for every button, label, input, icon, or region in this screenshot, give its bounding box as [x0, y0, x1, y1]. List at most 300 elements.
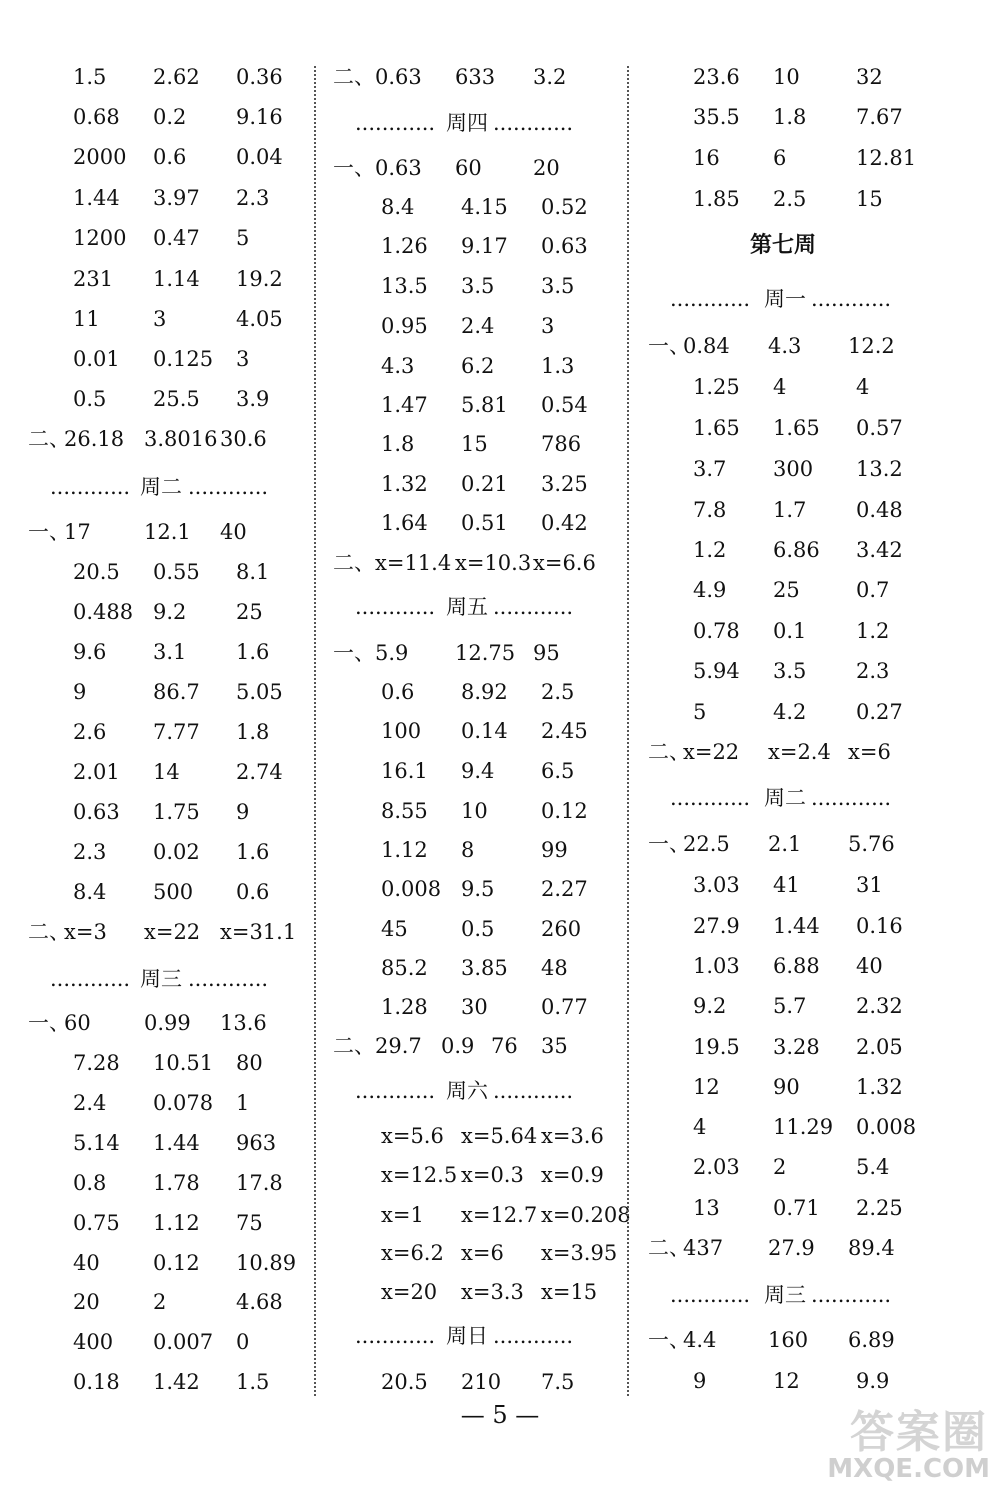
- answer-row: [333, 677, 623, 707]
- answer-value: 2.3: [73, 840, 107, 864]
- question-number: 一、: [648, 1328, 690, 1352]
- answer-row: [648, 911, 918, 941]
- day-header: [648, 1280, 918, 1310]
- answer-row: [333, 508, 623, 538]
- day-label: 周三: [764, 1283, 806, 1307]
- answer-value: 0.008: [856, 1115, 917, 1139]
- answer-value: 1.85: [693, 187, 740, 211]
- question-number: 一、: [333, 156, 375, 180]
- answer-value: 40: [856, 954, 883, 978]
- answer-value: 1.2: [856, 619, 890, 643]
- watermark-logo: [804, 1394, 994, 1494]
- answer-value: x=0.208: [541, 1203, 631, 1227]
- answer-row: [648, 737, 918, 767]
- answer-row: [648, 575, 918, 605]
- answer-value: 0.5: [73, 387, 107, 411]
- answer-row: [28, 557, 308, 587]
- answer-value: 13.2: [856, 457, 903, 481]
- answer-row: [28, 1088, 308, 1118]
- answer-value: 6.88: [773, 954, 820, 978]
- answer-value: 3.97: [153, 186, 200, 210]
- answer-value: x=20: [381, 1280, 438, 1304]
- column-divider-right: [627, 66, 629, 1396]
- answer-value: 2.4: [461, 314, 495, 338]
- answer-row: [333, 1121, 623, 1151]
- answer-value: 9.2: [693, 994, 727, 1018]
- answer-row: [28, 1008, 308, 1038]
- answer-value: 0.63: [73, 800, 120, 824]
- answer-value: 3.9: [236, 387, 270, 411]
- answer-value: x=2.4: [768, 740, 831, 764]
- answer-value: 1.78: [153, 1171, 200, 1195]
- answer-value: 6.5: [541, 759, 575, 783]
- answer-row: [28, 344, 308, 374]
- answer-row: [333, 914, 623, 944]
- answer-value: 48: [541, 956, 568, 980]
- answer-value: 0.84: [683, 334, 730, 358]
- answer-value: 0.48: [856, 498, 903, 522]
- answer-row: [28, 264, 308, 294]
- answer-value: 210: [461, 1370, 502, 1394]
- leader-dots: ............: [50, 967, 131, 991]
- answer-value: 2.01: [73, 760, 120, 784]
- answer-value: 85.2: [381, 956, 428, 980]
- leader-dots: ............: [188, 475, 269, 499]
- answer-value: 17: [64, 520, 91, 544]
- answer-value: 4: [773, 375, 787, 399]
- day-header: [333, 592, 623, 622]
- day-header: [648, 284, 918, 314]
- answer-value: 2.3: [236, 186, 270, 210]
- answer-value: 6.2: [461, 354, 495, 378]
- answer-row: [648, 331, 918, 361]
- answer-value: 5.9: [375, 641, 409, 665]
- answer-row: [333, 469, 623, 499]
- leader-dots: ............: [670, 786, 751, 810]
- answer-value: 0.63: [375, 65, 422, 89]
- answer-value: x=5.64: [461, 1124, 538, 1148]
- day-label: 周一: [764, 287, 806, 311]
- answer-value: 4.2: [773, 700, 807, 724]
- answer-value: 0.63: [541, 234, 588, 258]
- answer-value: 2.5: [773, 187, 807, 211]
- answer-value: 32: [856, 65, 883, 89]
- answer-value: 2.4: [73, 1091, 107, 1115]
- answer-value: 2.6: [73, 720, 107, 744]
- answer-value: 6.89: [848, 1328, 895, 1352]
- answer-row: [648, 372, 918, 402]
- answer-value: 15: [461, 432, 488, 456]
- answer-value: 1.8: [236, 720, 270, 744]
- answer-value: 1.75: [153, 800, 200, 824]
- answer-row: [648, 656, 918, 686]
- answer-row: [333, 796, 623, 826]
- answer-value: 0.5: [461, 917, 495, 941]
- answer-value: 5.7: [773, 994, 807, 1018]
- day-label: 周四: [446, 111, 488, 135]
- answer-value: 100: [381, 719, 422, 743]
- answer-value: 4.68: [236, 1290, 283, 1314]
- answer-value: 3: [153, 307, 167, 331]
- answer-value: 5.05: [236, 680, 283, 704]
- answer-value: 1.14: [153, 267, 200, 291]
- week-title: 第七周: [750, 233, 817, 258]
- day-header: [28, 472, 308, 502]
- answer-row: [28, 384, 308, 414]
- answer-value: 20.5: [381, 1370, 428, 1394]
- answer-value: 2000: [73, 145, 127, 169]
- answer-value: 633: [455, 65, 496, 89]
- answer-value: 22.5: [683, 832, 730, 856]
- answer-value: 0.54: [541, 393, 588, 417]
- answer-value: 4.3: [768, 334, 802, 358]
- answer-row: [28, 142, 308, 172]
- answer-value: 0.007: [153, 1330, 214, 1354]
- leader-dots: ............: [493, 1324, 574, 1348]
- answer-value: 0.488: [73, 600, 134, 624]
- answer-value: 26.18: [64, 427, 125, 451]
- answer-value: 16: [693, 146, 720, 170]
- answer-value: 0.52: [541, 195, 588, 219]
- answer-row: [28, 717, 308, 747]
- page-number: — 5 —: [460, 1401, 540, 1429]
- answer-value: 0.21: [461, 472, 508, 496]
- answer-value: 963: [236, 1131, 277, 1155]
- answer-value: 1.25: [693, 375, 740, 399]
- answer-value: x=3.6: [541, 1124, 604, 1148]
- leader-dots: ............: [50, 475, 131, 499]
- answer-value: 0.18: [73, 1370, 120, 1394]
- question-number: 二、: [28, 920, 70, 944]
- question-number: 一、: [648, 832, 690, 856]
- answer-row: [648, 697, 918, 727]
- answer-row: [28, 102, 308, 132]
- answer-value: 13: [693, 1196, 720, 1220]
- answer-value: 5.76: [848, 832, 895, 856]
- answer-value: 0.42: [541, 511, 588, 535]
- answer-row: [333, 756, 623, 786]
- answer-value: 12.75: [455, 641, 516, 665]
- question-number: 二、: [333, 65, 375, 89]
- answer-value: 9.2: [153, 600, 187, 624]
- answer-row: [648, 1366, 918, 1396]
- answer-value: 9: [73, 680, 87, 704]
- answer-value: 35: [541, 1034, 568, 1058]
- answer-value: 2.3: [856, 659, 890, 683]
- answer-value: 0.02: [153, 840, 200, 864]
- answer-value: 1.3: [541, 354, 575, 378]
- answer-row: [28, 797, 308, 827]
- answer-row: [648, 1193, 918, 1223]
- answer-value: 4.9: [693, 578, 727, 602]
- answer-value: 9.17: [461, 234, 508, 258]
- answer-value: 0.16: [856, 914, 903, 938]
- answer-value: 0.12: [153, 1251, 200, 1275]
- answer-value: 2: [153, 1290, 167, 1314]
- answer-row: [28, 1208, 308, 1238]
- answer-value: 40: [220, 520, 247, 544]
- answer-value: 19.5: [693, 1035, 740, 1059]
- column-divider-left: [314, 66, 316, 1396]
- answer-value: 12.2: [848, 334, 895, 358]
- answer-value: 3.5: [541, 274, 575, 298]
- leader-dots: ............: [355, 111, 436, 135]
- answer-value: 1.5: [236, 1370, 270, 1394]
- answer-value: 300: [773, 457, 814, 481]
- answer-value: 0.125: [153, 347, 214, 371]
- answer-value: 2.32: [856, 994, 903, 1018]
- answer-value: 8.4: [73, 880, 107, 904]
- watermark-url: MXQE.COM: [827, 1454, 990, 1484]
- answer-row: [648, 62, 918, 92]
- answer-row: [333, 351, 623, 381]
- answer-row: [333, 231, 623, 261]
- question-number: 二、: [28, 427, 70, 451]
- answer-value: 1.32: [856, 1075, 903, 1099]
- answer-value: 7.77: [153, 720, 200, 744]
- answer-value: 10.51: [153, 1051, 214, 1075]
- answer-value: 2.74: [236, 760, 283, 784]
- answer-row: [333, 992, 623, 1022]
- answer-value: 3.85: [461, 956, 508, 980]
- answer-value: 9.4: [461, 759, 495, 783]
- answer-value: 6: [773, 146, 787, 170]
- answer-value: 0.04: [236, 145, 283, 169]
- answer-value: 4: [693, 1115, 707, 1139]
- answer-value: x=10.3: [455, 551, 532, 575]
- day-label: 周五: [446, 595, 488, 619]
- answer-value: 3: [236, 347, 250, 371]
- answer-row: [648, 829, 918, 859]
- leader-dots: ............: [670, 1283, 751, 1307]
- answer-value: 260: [541, 917, 582, 941]
- answer-value: 20: [533, 156, 560, 180]
- answer-value: 231: [73, 267, 114, 291]
- answer-row: [333, 638, 623, 668]
- answer-value: 0.77: [541, 995, 588, 1019]
- answer-value: 1.64: [381, 511, 428, 535]
- answer-value: 1.44: [73, 186, 120, 210]
- answer-value: 7.28: [73, 1051, 120, 1075]
- leader-dots: ............: [355, 595, 436, 619]
- answer-row: [648, 454, 918, 484]
- answer-row: [333, 953, 623, 983]
- answer-value: 0.12: [541, 799, 588, 823]
- answer-value: 45: [381, 917, 408, 941]
- answer-value: 0.57: [856, 416, 903, 440]
- leader-dots: ............: [355, 1324, 436, 1348]
- answer-value: 99: [541, 838, 568, 862]
- answer-value: x=3.95: [541, 1241, 618, 1265]
- answer-value: 16.1: [381, 759, 428, 783]
- answer-value: x=0.9: [541, 1163, 604, 1187]
- answer-value: 9.6: [73, 640, 107, 664]
- answer-value: 5.4: [856, 1155, 890, 1179]
- answer-value: x=6: [848, 740, 891, 764]
- answer-row: [28, 837, 308, 867]
- answer-value: 27.9: [693, 914, 740, 938]
- answer-row: [648, 413, 918, 443]
- answer-value: 0.51: [461, 511, 508, 535]
- answer-row: [28, 1287, 308, 1317]
- answer-value: 7.5: [541, 1370, 575, 1394]
- answer-value: 0.68: [73, 105, 120, 129]
- answer-row: [648, 870, 918, 900]
- answer-row: [648, 991, 918, 1021]
- answer-value: 1.42: [153, 1370, 200, 1394]
- answer-row: [333, 1031, 623, 1061]
- answer-row: [333, 153, 623, 183]
- answer-value: 2.1: [768, 832, 802, 856]
- question-number: 二、: [648, 1236, 690, 1260]
- answer-value: 500: [153, 880, 194, 904]
- answer-value: x=12.7: [461, 1203, 538, 1227]
- answer-value: 0.8: [73, 1171, 107, 1195]
- answer-value: 4.05: [236, 307, 283, 331]
- question-number: 二、: [333, 551, 375, 575]
- answer-value: 10: [461, 799, 488, 823]
- answer-value: 2.45: [541, 719, 588, 743]
- answer-value: 6.86: [773, 538, 820, 562]
- answer-row: [28, 424, 308, 454]
- answer-row: [28, 517, 308, 547]
- day-label: 周六: [446, 1079, 488, 1103]
- answer-value: 0.01: [73, 347, 120, 371]
- answer-row: [648, 1325, 918, 1355]
- day-header: [648, 783, 918, 813]
- answer-value: 400: [73, 1330, 114, 1354]
- answer-value: 0.55: [153, 560, 200, 584]
- answer-row: [28, 1248, 308, 1278]
- answer-value: 29.7: [375, 1034, 422, 1058]
- answer-row: [28, 1048, 308, 1078]
- answer-row: [333, 874, 623, 904]
- answer-value: 0.008: [381, 877, 442, 901]
- day-label: 周日: [446, 1324, 488, 1348]
- answer-row: [648, 535, 918, 565]
- answer-row: [28, 917, 308, 947]
- answer-value: 12: [693, 1075, 720, 1099]
- answer-value: 25: [236, 600, 263, 624]
- answer-row: [333, 62, 623, 92]
- answer-value: 12.1: [144, 520, 191, 544]
- leader-dots: ............: [811, 1283, 892, 1307]
- answer-value: 80: [236, 1051, 263, 1075]
- leader-dots: ............: [493, 111, 574, 135]
- answer-value: 1.2: [693, 538, 727, 562]
- answer-value: 14: [153, 760, 180, 784]
- answer-value: x=6: [461, 1241, 504, 1265]
- answer-value: 11: [73, 307, 100, 331]
- answer-row: [28, 1128, 308, 1158]
- answer-value: 1.65: [693, 416, 740, 440]
- watermark-text: 答案圈: [850, 1407, 988, 1458]
- answer-value: 1.47: [381, 393, 428, 417]
- answer-value: 8.1: [236, 560, 270, 584]
- answer-value: 11.29: [773, 1115, 834, 1139]
- answer-value: 1.7: [773, 498, 807, 522]
- answer-value: 3.2: [533, 65, 567, 89]
- answer-value: 0.1: [773, 619, 807, 643]
- answer-value: x=22: [144, 920, 201, 944]
- question-number: 一、: [28, 520, 70, 544]
- question-number: 二、: [333, 1034, 375, 1058]
- leader-dots: ............: [188, 967, 269, 991]
- answer-value: x=1: [381, 1203, 424, 1227]
- answer-value: 1.8: [773, 105, 807, 129]
- answer-value: 4.3: [381, 354, 415, 378]
- answer-row: [648, 143, 918, 173]
- answer-value: 7.8: [693, 498, 727, 522]
- answer-row: [333, 548, 623, 578]
- answer-row: [28, 62, 308, 92]
- answer-value: 1.32: [381, 472, 428, 496]
- answer-value: 76: [491, 1034, 518, 1058]
- answer-row: [28, 757, 308, 787]
- answer-row: [648, 1233, 918, 1263]
- question-number: 二、: [648, 740, 690, 764]
- answer-value: 1.44: [153, 1131, 200, 1155]
- answer-row: [333, 1238, 623, 1268]
- answer-value: x=3.3: [461, 1280, 524, 1304]
- answer-row: [28, 597, 308, 627]
- answer-value: 5.94: [693, 659, 740, 683]
- answer-value: 0.71: [773, 1196, 820, 1220]
- answer-value: 1.12: [153, 1211, 200, 1235]
- answer-value: x=22: [683, 740, 740, 764]
- answer-value: 5.14: [73, 1131, 120, 1155]
- answer-value: 786: [541, 432, 582, 456]
- answer-row: [28, 183, 308, 213]
- answer-row: [28, 1327, 308, 1357]
- answer-value: 3.28: [773, 1035, 820, 1059]
- answer-value: 8: [461, 838, 475, 862]
- answer-value: 0.7: [856, 578, 890, 602]
- answer-value: 60: [455, 156, 482, 180]
- answer-value: 4.4: [683, 1328, 717, 1352]
- answer-value: 12: [773, 1369, 800, 1393]
- answer-value: 90: [773, 1075, 800, 1099]
- answer-value: 20.5: [73, 560, 120, 584]
- answer-value: 0.75: [73, 1211, 120, 1235]
- day-header: [333, 108, 623, 138]
- day-header: [333, 1321, 623, 1351]
- answer-value: 2: [773, 1155, 787, 1179]
- answer-value: 9.9: [856, 1369, 890, 1393]
- answer-value: 75: [236, 1211, 263, 1235]
- answer-value: 1.5: [73, 65, 107, 89]
- answer-value: 3.25: [541, 472, 588, 496]
- leader-dots: ............: [811, 786, 892, 810]
- answer-row: [28, 677, 308, 707]
- answer-row: [28, 1168, 308, 1198]
- answer-row: [28, 877, 308, 907]
- answer-value: 1.6: [236, 640, 270, 664]
- answer-row: [648, 495, 918, 525]
- answer-row: [333, 835, 623, 865]
- answer-value: 0.6: [236, 880, 270, 904]
- answer-row: [648, 616, 918, 646]
- answer-value: x=12.5: [381, 1163, 458, 1187]
- answer-value: 25: [773, 578, 800, 602]
- answer-value: 3.7: [693, 457, 727, 481]
- answer-value: 1.44: [773, 914, 820, 938]
- answer-value: 3: [541, 314, 555, 338]
- answer-value: x=3: [64, 920, 107, 944]
- answer-row: [333, 271, 623, 301]
- answer-value: 0.47: [153, 226, 200, 250]
- answer-value: 9: [693, 1369, 707, 1393]
